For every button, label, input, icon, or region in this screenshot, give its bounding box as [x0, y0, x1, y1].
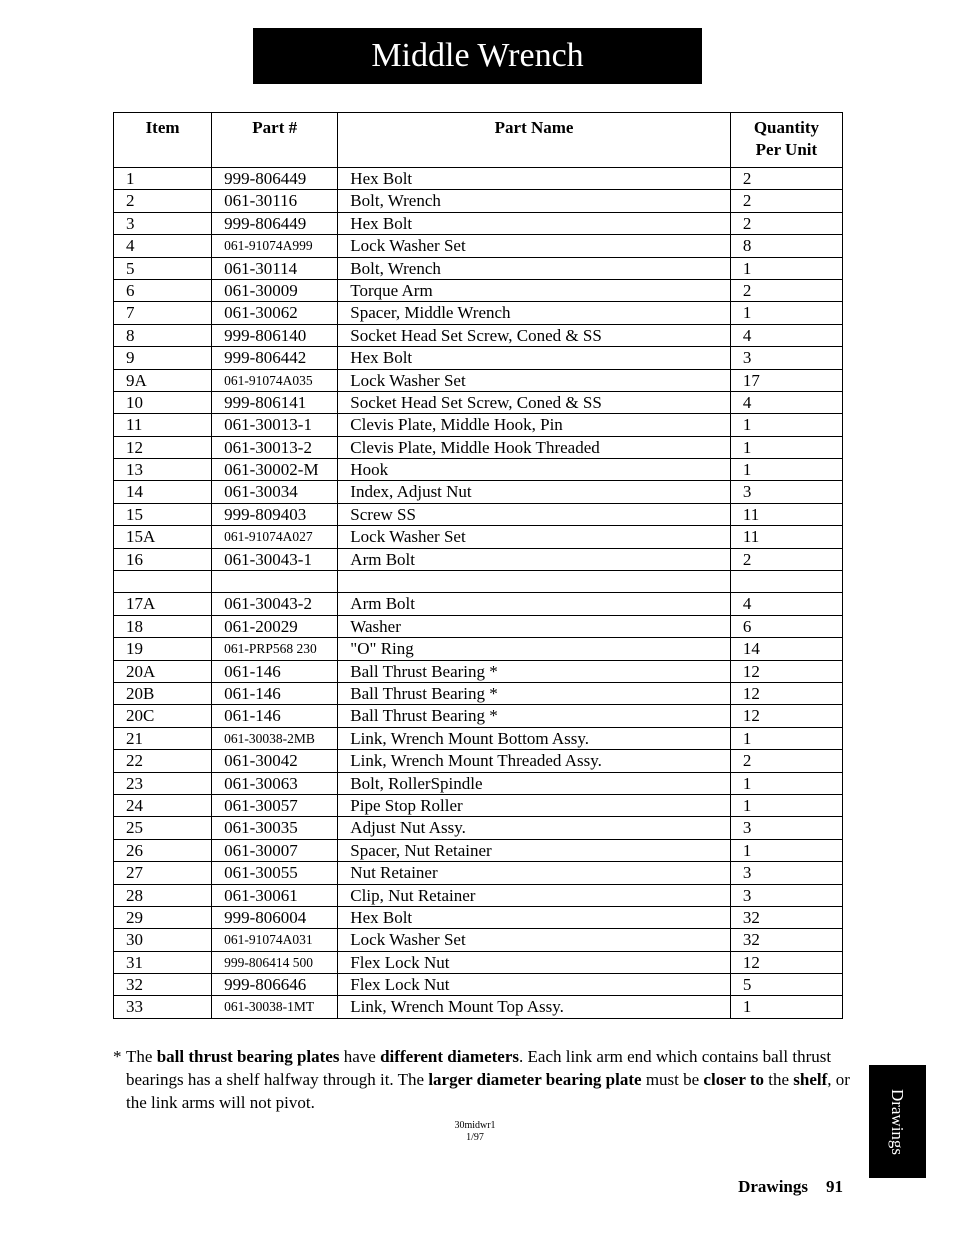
- table-row: [114, 168, 843, 190]
- table-row: [114, 862, 843, 884]
- cell-quantity: 2: [730, 279, 842, 301]
- table-row: [114, 481, 843, 503]
- cell-part-name: Hex Bolt: [338, 347, 731, 369]
- table-row: [114, 257, 843, 279]
- table-row: [114, 436, 843, 458]
- cell-part-name: Arm Bolt: [338, 548, 731, 570]
- table-row: [114, 526, 843, 548]
- cell-part-name: Link, Wrench Mount Threaded Assy.: [338, 750, 731, 772]
- header-quantity-line1: Quantity: [753, 118, 819, 137]
- cell-part-name: Bolt, RollerSpindle: [338, 772, 731, 794]
- cell-quantity: 1: [730, 257, 842, 279]
- cell-quantity: 1: [730, 839, 842, 861]
- cell-part-number: 061-30038-1MT: [212, 996, 338, 1018]
- cell-part-name: Screw SS: [338, 503, 731, 525]
- cell-item: 25: [114, 817, 212, 839]
- cell-part-name: Flex Lock Nut: [338, 974, 731, 996]
- cell-quantity: 12: [730, 682, 842, 704]
- cell-quantity: 3: [730, 347, 842, 369]
- cell-part-name: Washer: [338, 615, 731, 637]
- cell-item: 26: [114, 839, 212, 861]
- cell-item: 7: [114, 302, 212, 324]
- cell-item: 12: [114, 436, 212, 458]
- cell-item: 19: [114, 638, 212, 660]
- cell-part-name: Torque Arm: [338, 279, 731, 301]
- cell-part-number: 061-30043-2: [212, 593, 338, 615]
- cell-quantity: 1: [730, 436, 842, 458]
- page-title-text: Middle Wrench: [371, 37, 584, 74]
- cell-part-number: 999-806449: [212, 212, 338, 234]
- cell-part-number: 999-806442: [212, 347, 338, 369]
- table-row: [114, 235, 843, 257]
- table-row: [114, 750, 843, 772]
- cell-part-name: Lock Washer Set: [338, 929, 731, 951]
- header-item: Item: [114, 113, 212, 168]
- cell-item: 15: [114, 503, 212, 525]
- cell-part-name: Clevis Plate, Middle Hook, Pin: [338, 414, 731, 436]
- cell-item: 11: [114, 414, 212, 436]
- cell-part-name: Socket Head Set Screw, Coned & SS: [338, 391, 731, 413]
- cell-item: 4: [114, 235, 212, 257]
- cell-part-number: 999-806449: [212, 168, 338, 190]
- table-row: [114, 324, 843, 346]
- cell-part-number: 061-30043-1: [212, 548, 338, 570]
- cell-item: 28: [114, 884, 212, 906]
- cell-part-number: 061-30042: [212, 750, 338, 772]
- cell-part-name: Spacer, Middle Wrench: [338, 302, 731, 324]
- cell-part-number: 999-806646: [212, 974, 338, 996]
- cell-item: 31: [114, 951, 212, 973]
- cell-quantity: 6: [730, 615, 842, 637]
- table-row: [114, 839, 843, 861]
- cell-part-number: 999-806140: [212, 324, 338, 346]
- cell-part-name: Clip, Nut Retainer: [338, 884, 731, 906]
- parts-table: [113, 112, 843, 1019]
- cell-part-name: Lock Washer Set: [338, 369, 731, 391]
- cell-part-name: [338, 571, 731, 593]
- cell-part-number: 061-91074A027: [212, 526, 338, 548]
- table-row: [114, 548, 843, 570]
- footnote-emphasis: larger diameter bearing plate: [428, 1070, 642, 1089]
- cell-item: 8: [114, 324, 212, 346]
- cell-item: 24: [114, 794, 212, 816]
- cell-quantity: 3: [730, 884, 842, 906]
- cell-quantity: 2: [730, 190, 842, 212]
- cell-part-name: Index, Adjust Nut: [338, 481, 731, 503]
- section-tab-label: Drawings: [888, 1088, 908, 1155]
- cell-part-name: Link, Wrench Mount Top Assy.: [338, 996, 731, 1018]
- table-row: [114, 660, 843, 682]
- cell-quantity: 2: [730, 168, 842, 190]
- cell-item: 20A: [114, 660, 212, 682]
- cell-quantity: 8: [730, 235, 842, 257]
- cell-quantity: 1: [730, 302, 842, 324]
- cell-part-name: Hex Bolt: [338, 168, 731, 190]
- cell-part-number: 061-91074A999: [212, 235, 338, 257]
- cell-part-name: Hex Bolt: [338, 906, 731, 928]
- cell-part-name: Adjust Nut Assy.: [338, 817, 731, 839]
- footnote-segment: , or the link arms will not pivot.: [126, 1070, 850, 1112]
- cell-part-number: 061-30002-M: [212, 459, 338, 481]
- drawing-code-id: 30midwr1: [454, 1120, 496, 1131]
- cell-item: 3: [114, 212, 212, 234]
- cell-part-name: Socket Head Set Screw, Coned & SS: [338, 324, 731, 346]
- cell-part-number: 061-146: [212, 660, 338, 682]
- page-title: [253, 28, 702, 84]
- table-row: [114, 951, 843, 973]
- cell-part-name: Ball Thrust Bearing *: [338, 682, 731, 704]
- cell-item: 14: [114, 481, 212, 503]
- table-row: [114, 615, 843, 637]
- footnote-segment: must be: [641, 1070, 704, 1089]
- footnote-segment: the: [764, 1070, 794, 1089]
- cell-part-name: Ball Thrust Bearing *: [338, 705, 731, 727]
- cell-part-name: Spacer, Nut Retainer: [338, 839, 731, 861]
- table-row: [114, 929, 843, 951]
- cell-part-name: Bolt, Wrench: [338, 190, 731, 212]
- cell-part-name: Clevis Plate, Middle Hook Threaded: [338, 436, 731, 458]
- table-row: [114, 571, 843, 593]
- table-row: [114, 996, 843, 1018]
- cell-part-number: 061-30038-2MB: [212, 727, 338, 749]
- cell-quantity: 1: [730, 772, 842, 794]
- cell-part-number: 061-30114: [212, 257, 338, 279]
- cell-part-number: 061-30062: [212, 302, 338, 324]
- cell-part-number: 061-30013-1: [212, 414, 338, 436]
- footnote-asterisk: *: [113, 1047, 122, 1066]
- table-row: [114, 705, 843, 727]
- cell-quantity: 32: [730, 929, 842, 951]
- cell-part-name: Lock Washer Set: [338, 526, 731, 548]
- cell-item: 16: [114, 548, 212, 570]
- cell-item: 33: [114, 996, 212, 1018]
- page-footer: [700, 1177, 843, 1197]
- cell-quantity: 3: [730, 481, 842, 503]
- cell-item: 21: [114, 727, 212, 749]
- footnote-emphasis: shelf: [793, 1070, 828, 1089]
- footnote-emphasis: ball thrust bearing plates: [156, 1047, 340, 1066]
- table-header-row: [114, 113, 843, 168]
- cell-quantity: 1: [730, 794, 842, 816]
- table-row: [114, 772, 843, 794]
- table-row: [114, 884, 843, 906]
- cell-quantity: 32: [730, 906, 842, 928]
- cell-part-name: Ball Thrust Bearing *: [338, 660, 731, 682]
- cell-part-number: 061-30013-2: [212, 436, 338, 458]
- table-row: [114, 347, 843, 369]
- header-part-name: Part Name: [338, 113, 731, 168]
- cell-part-number: 061-91074A035: [212, 369, 338, 391]
- cell-item: 15A: [114, 526, 212, 548]
- cell-item: 6: [114, 279, 212, 301]
- cell-part-number: 061-30061: [212, 884, 338, 906]
- cell-quantity: 3: [730, 862, 842, 884]
- section-tab: [869, 1065, 926, 1178]
- cell-quantity: 1: [730, 459, 842, 481]
- cell-item: 27: [114, 862, 212, 884]
- table-row: [114, 638, 843, 660]
- drawing-code: [440, 1120, 510, 1144]
- cell-part-name: Nut Retainer: [338, 862, 731, 884]
- table-row: [114, 974, 843, 996]
- cell-part-number: 061-30007: [212, 839, 338, 861]
- table-row: [114, 906, 843, 928]
- table-row: [114, 682, 843, 704]
- cell-item: 1: [114, 168, 212, 190]
- cell-part-name: Bolt, Wrench: [338, 257, 731, 279]
- cell-quantity: 12: [730, 705, 842, 727]
- cell-part-name: Lock Washer Set: [338, 235, 731, 257]
- cell-quantity: 2: [730, 548, 842, 570]
- cell-part-number: 061-146: [212, 705, 338, 727]
- cell-part-number: 061-30116: [212, 190, 338, 212]
- cell-part-number: 999-806004: [212, 906, 338, 928]
- table-row: [114, 190, 843, 212]
- table-row: [114, 459, 843, 481]
- cell-part-name: Arm Bolt: [338, 593, 731, 615]
- cell-quantity: 1: [730, 414, 842, 436]
- cell-part-number: 999-806141: [212, 391, 338, 413]
- cell-part-number: 061-30055: [212, 862, 338, 884]
- cell-item: 17A: [114, 593, 212, 615]
- cell-quantity: 3: [730, 817, 842, 839]
- header-quantity: [730, 113, 842, 168]
- cell-item: 2: [114, 190, 212, 212]
- cell-part-number: 061-PRP568 230: [212, 638, 338, 660]
- footnote-segment: have: [339, 1047, 381, 1066]
- header-part: Part #: [212, 113, 338, 168]
- cell-part-number: 061-30063: [212, 772, 338, 794]
- cell-item: 32: [114, 974, 212, 996]
- cell-quantity: 1: [730, 996, 842, 1018]
- cell-part-number: 061-91074A031: [212, 929, 338, 951]
- table-row: [114, 817, 843, 839]
- cell-item: 22: [114, 750, 212, 772]
- cell-part-number: 061-146: [212, 682, 338, 704]
- footnote-text: [126, 1045, 853, 1114]
- footnote: [113, 1045, 853, 1114]
- cell-item: 30: [114, 929, 212, 951]
- cell-quantity: 12: [730, 660, 842, 682]
- cell-quantity: 11: [730, 526, 842, 548]
- table-row: [114, 503, 843, 525]
- cell-item: 5: [114, 257, 212, 279]
- page-number: 91: [826, 1177, 843, 1196]
- drawing-code-date: 1/97: [466, 1132, 484, 1143]
- cell-item: 29: [114, 906, 212, 928]
- table-row: [114, 212, 843, 234]
- cell-quantity: 12: [730, 951, 842, 973]
- cell-part-name: Pipe Stop Roller: [338, 794, 731, 816]
- cell-quantity: 5: [730, 974, 842, 996]
- cell-item: 20C: [114, 705, 212, 727]
- table-row: [114, 593, 843, 615]
- cell-item: [114, 571, 212, 593]
- cell-item: 9: [114, 347, 212, 369]
- cell-quantity: 14: [730, 638, 842, 660]
- cell-item: 9A: [114, 369, 212, 391]
- cell-part-number: 061-30034: [212, 481, 338, 503]
- cell-item: 13: [114, 459, 212, 481]
- table-row: [114, 727, 843, 749]
- cell-quantity: 17: [730, 369, 842, 391]
- footnote-emphasis: different diameters: [380, 1047, 520, 1066]
- cell-part-name: Link, Wrench Mount Bottom Assy.: [338, 727, 731, 749]
- cell-quantity: 4: [730, 593, 842, 615]
- footnote-emphasis: closer to: [703, 1070, 765, 1089]
- parts-table-body: [114, 168, 843, 1019]
- cell-item: 23: [114, 772, 212, 794]
- cell-part-name: Flex Lock Nut: [338, 951, 731, 973]
- cell-part-number: 061-20029: [212, 615, 338, 637]
- cell-part-number: 061-30057: [212, 794, 338, 816]
- cell-part-name: Hook: [338, 459, 731, 481]
- cell-quantity: [730, 571, 842, 593]
- cell-part-number: 999-809403: [212, 503, 338, 525]
- cell-part-number: 999-806414 500: [212, 951, 338, 973]
- cell-quantity: 2: [730, 212, 842, 234]
- table-row: [114, 414, 843, 436]
- cell-quantity: 4: [730, 391, 842, 413]
- footnote-segment: The: [126, 1047, 157, 1066]
- footnote-segment: . Each link arm end which contains ball thrust bearings has a shelf halfway through it. The: [126, 1047, 832, 1089]
- cell-part-number: [212, 571, 338, 593]
- footer-section: Drawings: [738, 1177, 808, 1196]
- cell-item: 20B: [114, 682, 212, 704]
- cell-part-name: Hex Bolt: [338, 212, 731, 234]
- cell-item: 18: [114, 615, 212, 637]
- cell-item: 10: [114, 391, 212, 413]
- cell-part-number: 061-30035: [212, 817, 338, 839]
- cell-quantity: 4: [730, 324, 842, 346]
- header-quantity-line2: Per Unit: [755, 140, 818, 159]
- cell-quantity: 2: [730, 750, 842, 772]
- table-row: [114, 391, 843, 413]
- table-row: [114, 369, 843, 391]
- cell-part-name: "O" Ring: [338, 638, 731, 660]
- table-row: [114, 302, 843, 324]
- cell-part-number: 061-30009: [212, 279, 338, 301]
- table-row: [114, 279, 843, 301]
- table-row: [114, 794, 843, 816]
- cell-quantity: 1: [730, 727, 842, 749]
- cell-quantity: 11: [730, 503, 842, 525]
